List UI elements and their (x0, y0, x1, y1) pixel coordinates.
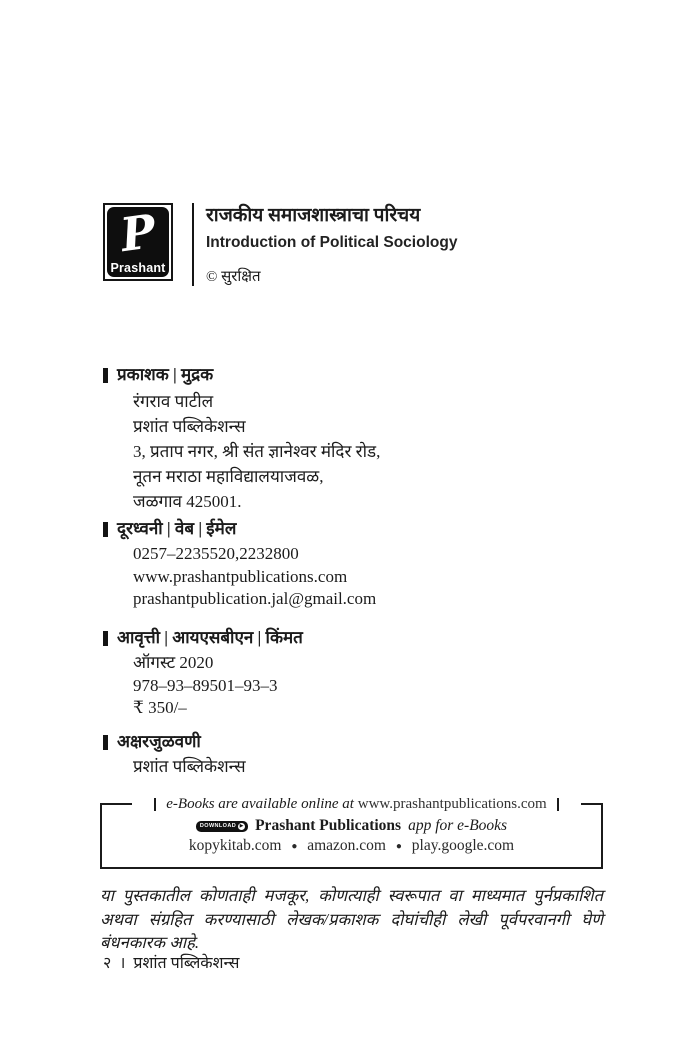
bullet-separator-icon: ● (395, 841, 402, 852)
copyright-notice: © सुरक्षित (206, 269, 261, 285)
publisher-address-line3: जळगाव 425001. (133, 492, 242, 511)
section-edition-lines (133, 652, 603, 720)
section-bullet-icon (103, 631, 108, 646)
section-typesetting-lines (133, 756, 603, 779)
logo-p-monogram-icon: P (117, 203, 159, 263)
download-badge (196, 821, 248, 832)
logo-publisher-name: Prashant (110, 261, 166, 275)
store-amazon: amazon.com (307, 837, 386, 854)
section-contact (103, 519, 603, 611)
page-footer (103, 951, 243, 973)
play-icon: ▶ (239, 823, 244, 829)
ebook-app-name: Prashant Publications (255, 817, 402, 834)
section-typesetting (103, 732, 603, 779)
section-publisher (103, 365, 603, 514)
publisher-company: प्रशांत पब्लिकेशन्स (133, 417, 246, 436)
border-tick-left (154, 798, 156, 811)
section-publisher-lines (133, 389, 603, 514)
footer-publisher: प्रशांत पब्लिकेशन्स (133, 955, 240, 972)
section-edition (103, 628, 603, 720)
section-contact-lines (133, 543, 603, 611)
section-heading-label: दूरध्वनी | वेब | ईमेल (117, 519, 237, 538)
phone-numbers: 0257–2235520,2232800 (133, 544, 299, 563)
ebook-availability-phrase: e-Books are available online at (166, 795, 354, 812)
price-value: ₹ 350/– (133, 698, 187, 717)
section-contact-heading (103, 519, 603, 539)
store-playgoogle: play.google.com (411, 837, 515, 854)
publisher-person: रंगराव पाटील (133, 392, 214, 411)
section-publisher-heading (103, 365, 603, 385)
download-badge-label: DOWNLOAD (199, 822, 237, 829)
email-address: prashantpublication.jal@gmail.com (133, 589, 377, 608)
book-header (103, 203, 457, 286)
bullet-separator-icon: ● (291, 841, 298, 852)
publisher-logo-inner (107, 203, 169, 277)
section-bullet-icon (103, 368, 108, 383)
publisher-address-line2: नूतन मराठा महाविद्यालयाजवळ, (133, 467, 324, 486)
ebook-availability-text (163, 796, 549, 813)
publisher-address-line1: 3, प्रताप नगर, श्री संत ज्ञानेश्वर मंदिर रोड, (133, 442, 381, 461)
header-titles (206, 203, 457, 286)
ebook-stores-line (102, 837, 601, 855)
ebook-app-suffix: app for e-Books (408, 817, 508, 834)
section-heading-label: आवृत्ती | आयएसबीएन | किंमत (117, 628, 303, 647)
book-title-devanagari: राजकीय समाजशास्त्राचा परिचय (206, 205, 421, 226)
website-url: www.prashantpublications.com (133, 566, 348, 586)
section-heading-label: प्रकाशक | मुद्रक (117, 365, 214, 384)
edition-date: ऑगस्ट 2020 (133, 653, 214, 672)
typesetter-name: प्रशांत पब्लिकेशन्स (133, 757, 246, 776)
ebook-app-line (102, 817, 601, 835)
publisher-logo (103, 203, 173, 281)
ebook-availability-url: www.prashantpublications.com (357, 795, 547, 812)
store-kopykitab: kopykitab.com (188, 837, 282, 854)
ebook-availability-line (132, 792, 581, 816)
header-vertical-divider (192, 203, 194, 286)
ebook-info-box (100, 795, 603, 869)
section-typesetting-heading (103, 732, 603, 752)
section-bullet-icon (103, 735, 108, 750)
copyright-disclaimer: या पुस्तकातील कोणताही मजकूर, कोणत्याही स्वरूपात वा माध्यमात पुर्नप्रकाशित अथवा संग्रहित करण्यासाठी लेखक/प्रकाशक दोघांचीही लेखी पूर्वपरवानगी घेणे बंधनकारक आहे. (100, 886, 603, 952)
section-edition-heading (103, 628, 603, 648)
border-tick-right (557, 798, 559, 811)
isbn-number: 978–93–89501–93–3 (133, 675, 278, 695)
footer-separator: । (119, 955, 126, 972)
page-number: २ (103, 955, 112, 972)
section-heading-label: अक्षरजुळवणी (117, 732, 201, 751)
book-title-english: Introduction of Political Sociology (206, 234, 458, 251)
section-bullet-icon (103, 522, 108, 537)
